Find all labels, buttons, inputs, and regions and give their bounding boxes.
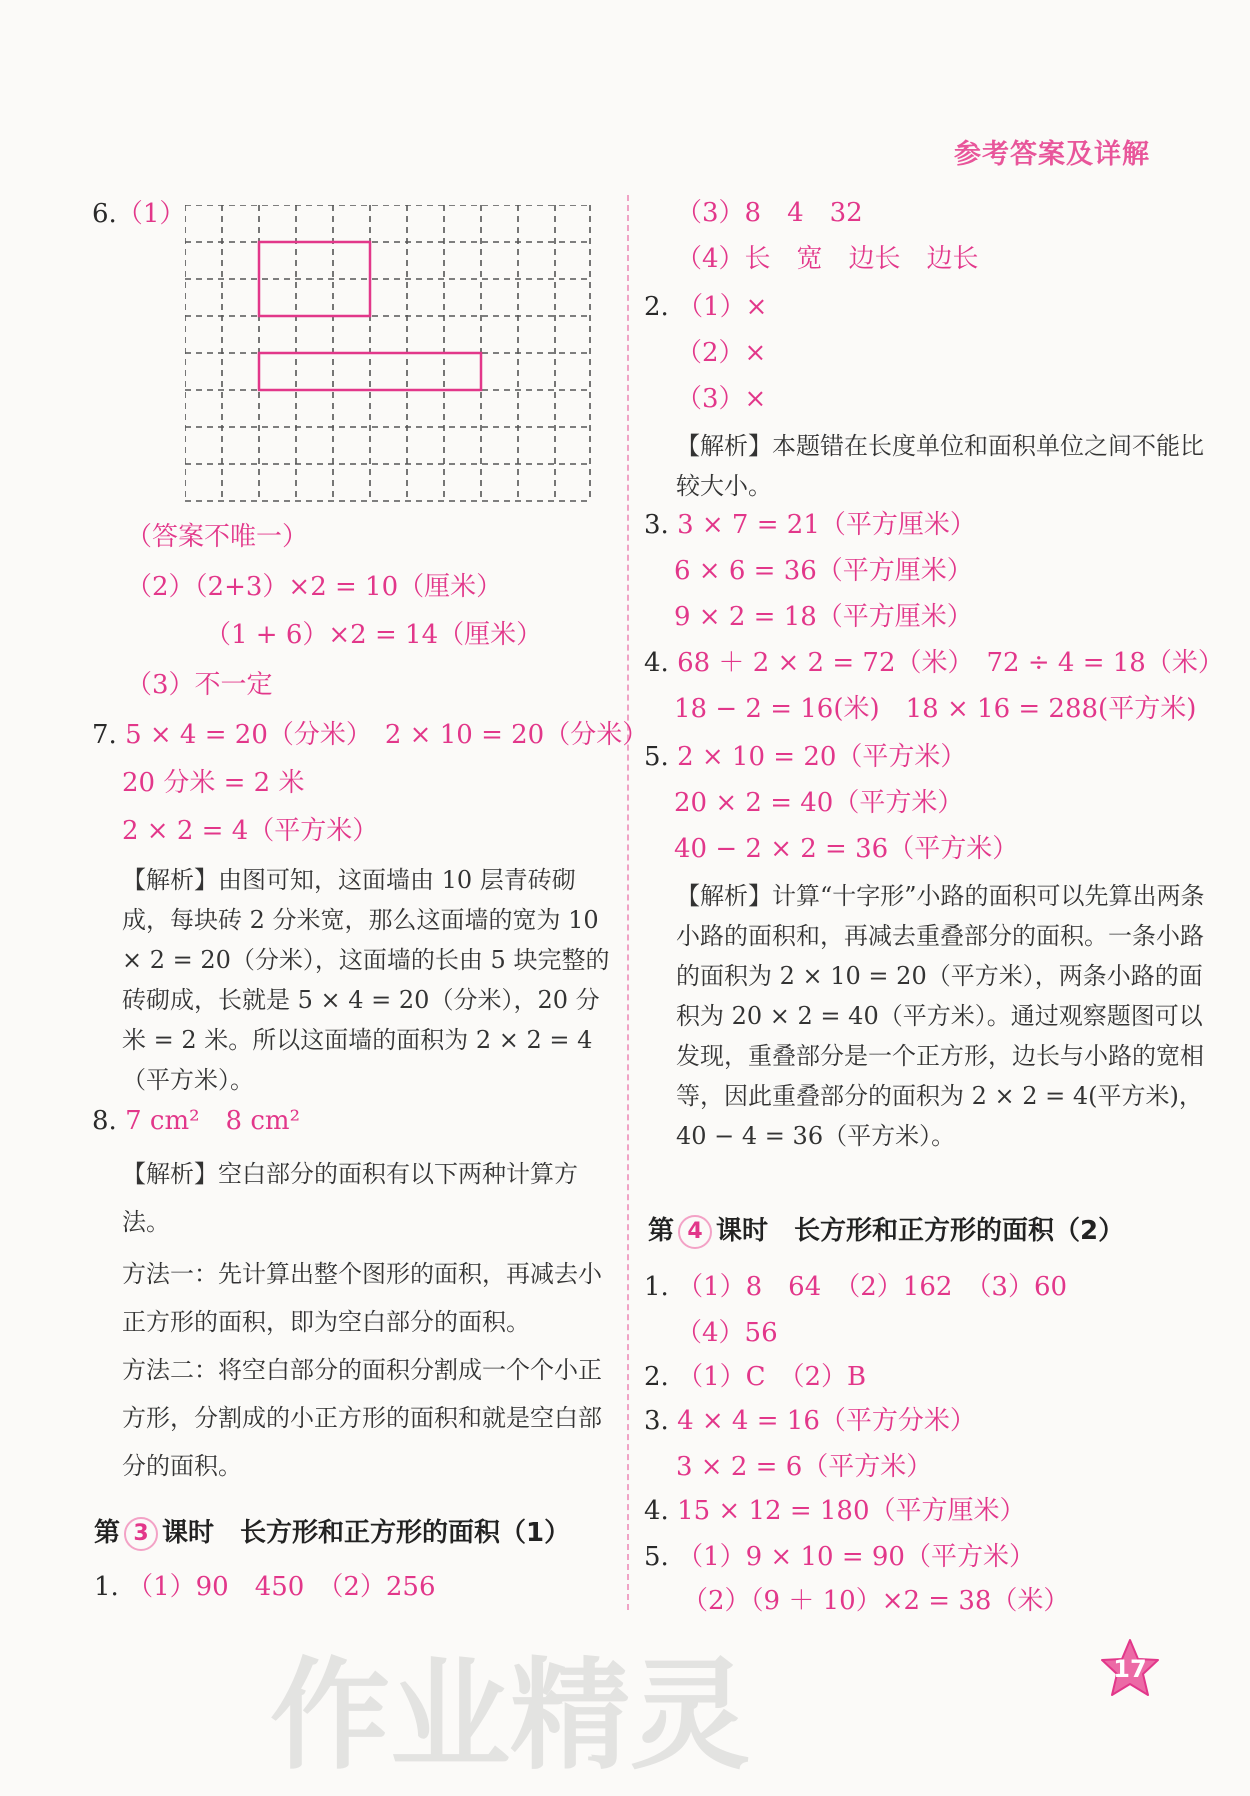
- q2-answer1: （1）×: [677, 292, 768, 322]
- s4-q1-answer1: （1）8 64 （2）162 （3）60: [677, 1272, 1068, 1302]
- q8-analysis-text: 空白部分的面积有以下两种计算方法。: [122, 1160, 578, 1236]
- q8-analysis: [122, 1150, 622, 1246]
- q8-analysis-label: 【解析】: [122, 1160, 218, 1188]
- s4-q4-number: 4.: [644, 1496, 669, 1526]
- q4-answer1: 68 ＋ 2 × 2 = 72（米） 72 ÷ 4 = 18（米）: [677, 648, 1224, 678]
- page-number: 17: [1113, 1655, 1147, 1683]
- q6-note: （答案不唯一）: [126, 522, 309, 552]
- q3-answer1: 3 × 7 = 21（平方厘米）: [677, 510, 976, 540]
- q4-number: 4.: [644, 648, 669, 678]
- s4-q5-answer1: （1）9 × 10 = 90（平方米）: [677, 1542, 1035, 1572]
- q6-part3: （3）不一定: [126, 670, 273, 700]
- header-title: 参考答案及详解: [954, 139, 1150, 170]
- q5-number: 5.: [644, 742, 669, 772]
- section-3-title: [94, 1512, 570, 1551]
- s4-q2-number: 2.: [644, 1362, 669, 1392]
- s4-q5-number: 5.: [644, 1542, 669, 1572]
- q8-method2: 方法二：将空白部分的面积分割成一个个小正方形，分割成的小正方形的面积和就是空白部分的面积。: [122, 1356, 602, 1480]
- q7-number: 7.: [92, 720, 117, 750]
- q5-answer2: 20 × 2 = 40（平方米）: [674, 788, 964, 818]
- q2-answer2: （2）×: [676, 338, 767, 368]
- q3-answer2: 6 × 6 = 36（平方厘米）: [674, 556, 973, 586]
- s4-q4-answer: 15 × 12 = 180（平方厘米）: [677, 1496, 1026, 1526]
- q5-analysis-label: 【解析】: [676, 882, 772, 910]
- column-divider: [627, 195, 629, 1610]
- q7-line3: 2 × 2 = 4（平方米）: [122, 816, 379, 846]
- s4-q3-answer1: 4 × 4 = 16（平方分米）: [677, 1406, 976, 1436]
- q6-number: 6.: [92, 199, 117, 229]
- section-3-suffix: 课时 长方形和正方形的面积（1）: [162, 1518, 571, 1548]
- q1-part4: （4）长 宽 边长 边长: [676, 244, 979, 274]
- q4-answer2: 18 − 2 = 16(米) 18 × 16 = 288(平方米): [674, 694, 1197, 724]
- q6-part2-line1: （2）（2+3）×2 = 10（厘米）: [126, 572, 503, 602]
- q3-number: 3.: [644, 510, 669, 540]
- q3-line1: [644, 508, 976, 542]
- q7-line1: [92, 718, 648, 752]
- s4-q3-number: 3.: [644, 1406, 669, 1436]
- s4-q5-answer2: （2）（9 ＋ 10）×2 = 38（米）: [682, 1586, 1070, 1616]
- q2-analysis-text: 本题错在长度单位和面积单位之间不能比较大小。: [676, 432, 1204, 500]
- s4-q1-answer2: （4）56: [676, 1318, 778, 1348]
- q2-number: 2.: [644, 292, 669, 322]
- page-number-badge: [1098, 1637, 1162, 1701]
- q6-part2-line2: （1 + 6）×2 = 14（厘米）: [205, 620, 543, 650]
- q6-part1: （1）: [116, 199, 186, 229]
- q5-analysis-text: 计算“十字形”小路的面积可以先算出两条小路的面积和，再减去重叠部分的面积。一条小路的面积为 2 × 10 = 20（平方米），两条小路的面积为 20 × 2 = 40（平方米）。通过观察题图可以发现，重叠部分是一个正方形，边长与小路的宽相等，因此重叠部分的面积为 2 × 2 = 4(平方米)，40 − 4 = 36（平方米）。: [676, 882, 1205, 1150]
- q8-method1: 方法一：先计算出整个图形的面积，再减去小正方形的面积，即为空白部分的面积。: [122, 1260, 602, 1336]
- section-4-suffix: 课时 长方形和正方形的面积（2）: [716, 1216, 1125, 1246]
- section-3-prefix: 第: [94, 1518, 121, 1548]
- q5-analysis: [676, 876, 1206, 1156]
- section-4-prefix: 第: [648, 1216, 675, 1246]
- q5-line1: [644, 740, 966, 774]
- q7-analysis-text: 由图可知，这面墙由 10 层青砖砌成，每块砖 2 分米宽，那么这面墙的宽为 10 × 2 = 20（分米），这面墙的长由 5 块完整的砖砌成，长就是 5 × 4 = 20（分米），20 分米 = 2 米。所以这面墙的面积为 2 × 2 = 4（平方米）。: [122, 866, 610, 1094]
- section-4-number: 4: [678, 1215, 712, 1249]
- q7-answer1: 5 × 4 = 20（分米） 2 × 10 = 20（分米）: [125, 720, 649, 750]
- q7-analysis: [122, 860, 622, 1100]
- q7-analysis-label: 【解析】: [122, 866, 218, 894]
- q2-line1: [644, 290, 767, 324]
- q5-answer1: 2 × 10 = 20（平方米）: [677, 742, 967, 772]
- s4-q2-answer: （1）C （2）B: [677, 1362, 867, 1392]
- q2-answer3: （3）×: [676, 384, 767, 414]
- s3-q1-number: 1.: [94, 1572, 119, 1602]
- q3-answer3: 9 × 2 = 18（平方厘米）: [674, 602, 973, 632]
- answer-grid: [185, 205, 595, 509]
- grid-figure: [185, 205, 595, 505]
- q2-analysis-label: 【解析】: [676, 432, 772, 460]
- q8-line: [92, 1104, 300, 1138]
- s4-q1-line1: [644, 1270, 1067, 1304]
- section-4-title: [648, 1210, 1124, 1249]
- q4-line1: [644, 646, 1224, 680]
- q8-number: 8.: [92, 1106, 117, 1136]
- q7-line2: 20 分米 = 2 米: [122, 768, 305, 798]
- q8-answer1: 7 cm²: [125, 1106, 200, 1136]
- q8-answer2: 8 cm²: [225, 1106, 300, 1136]
- watermark-bottom: 作业精灵: [270, 1647, 750, 1786]
- s4-q3-answer2: 3 × 2 = 6（平方米）: [676, 1452, 933, 1482]
- s4-q4-line: [644, 1494, 1026, 1528]
- s4-q3-line1: [644, 1404, 976, 1438]
- section-3-number: 3: [124, 1517, 158, 1551]
- s3-q1-answer: （1）90 450 （2）256: [127, 1572, 436, 1602]
- q5-answer3: 40 − 2 × 2 = 36（平方米）: [674, 834, 1019, 864]
- s4-q5-line1: [644, 1540, 1035, 1574]
- q6-line: [92, 197, 185, 231]
- q1-part3: （3）8 4 32: [676, 198, 863, 228]
- s4-q2-line: [644, 1360, 866, 1394]
- s4-q1-number: 1.: [644, 1272, 669, 1302]
- s3-q1-line: [94, 1570, 436, 1604]
- q2-analysis: [676, 426, 1206, 506]
